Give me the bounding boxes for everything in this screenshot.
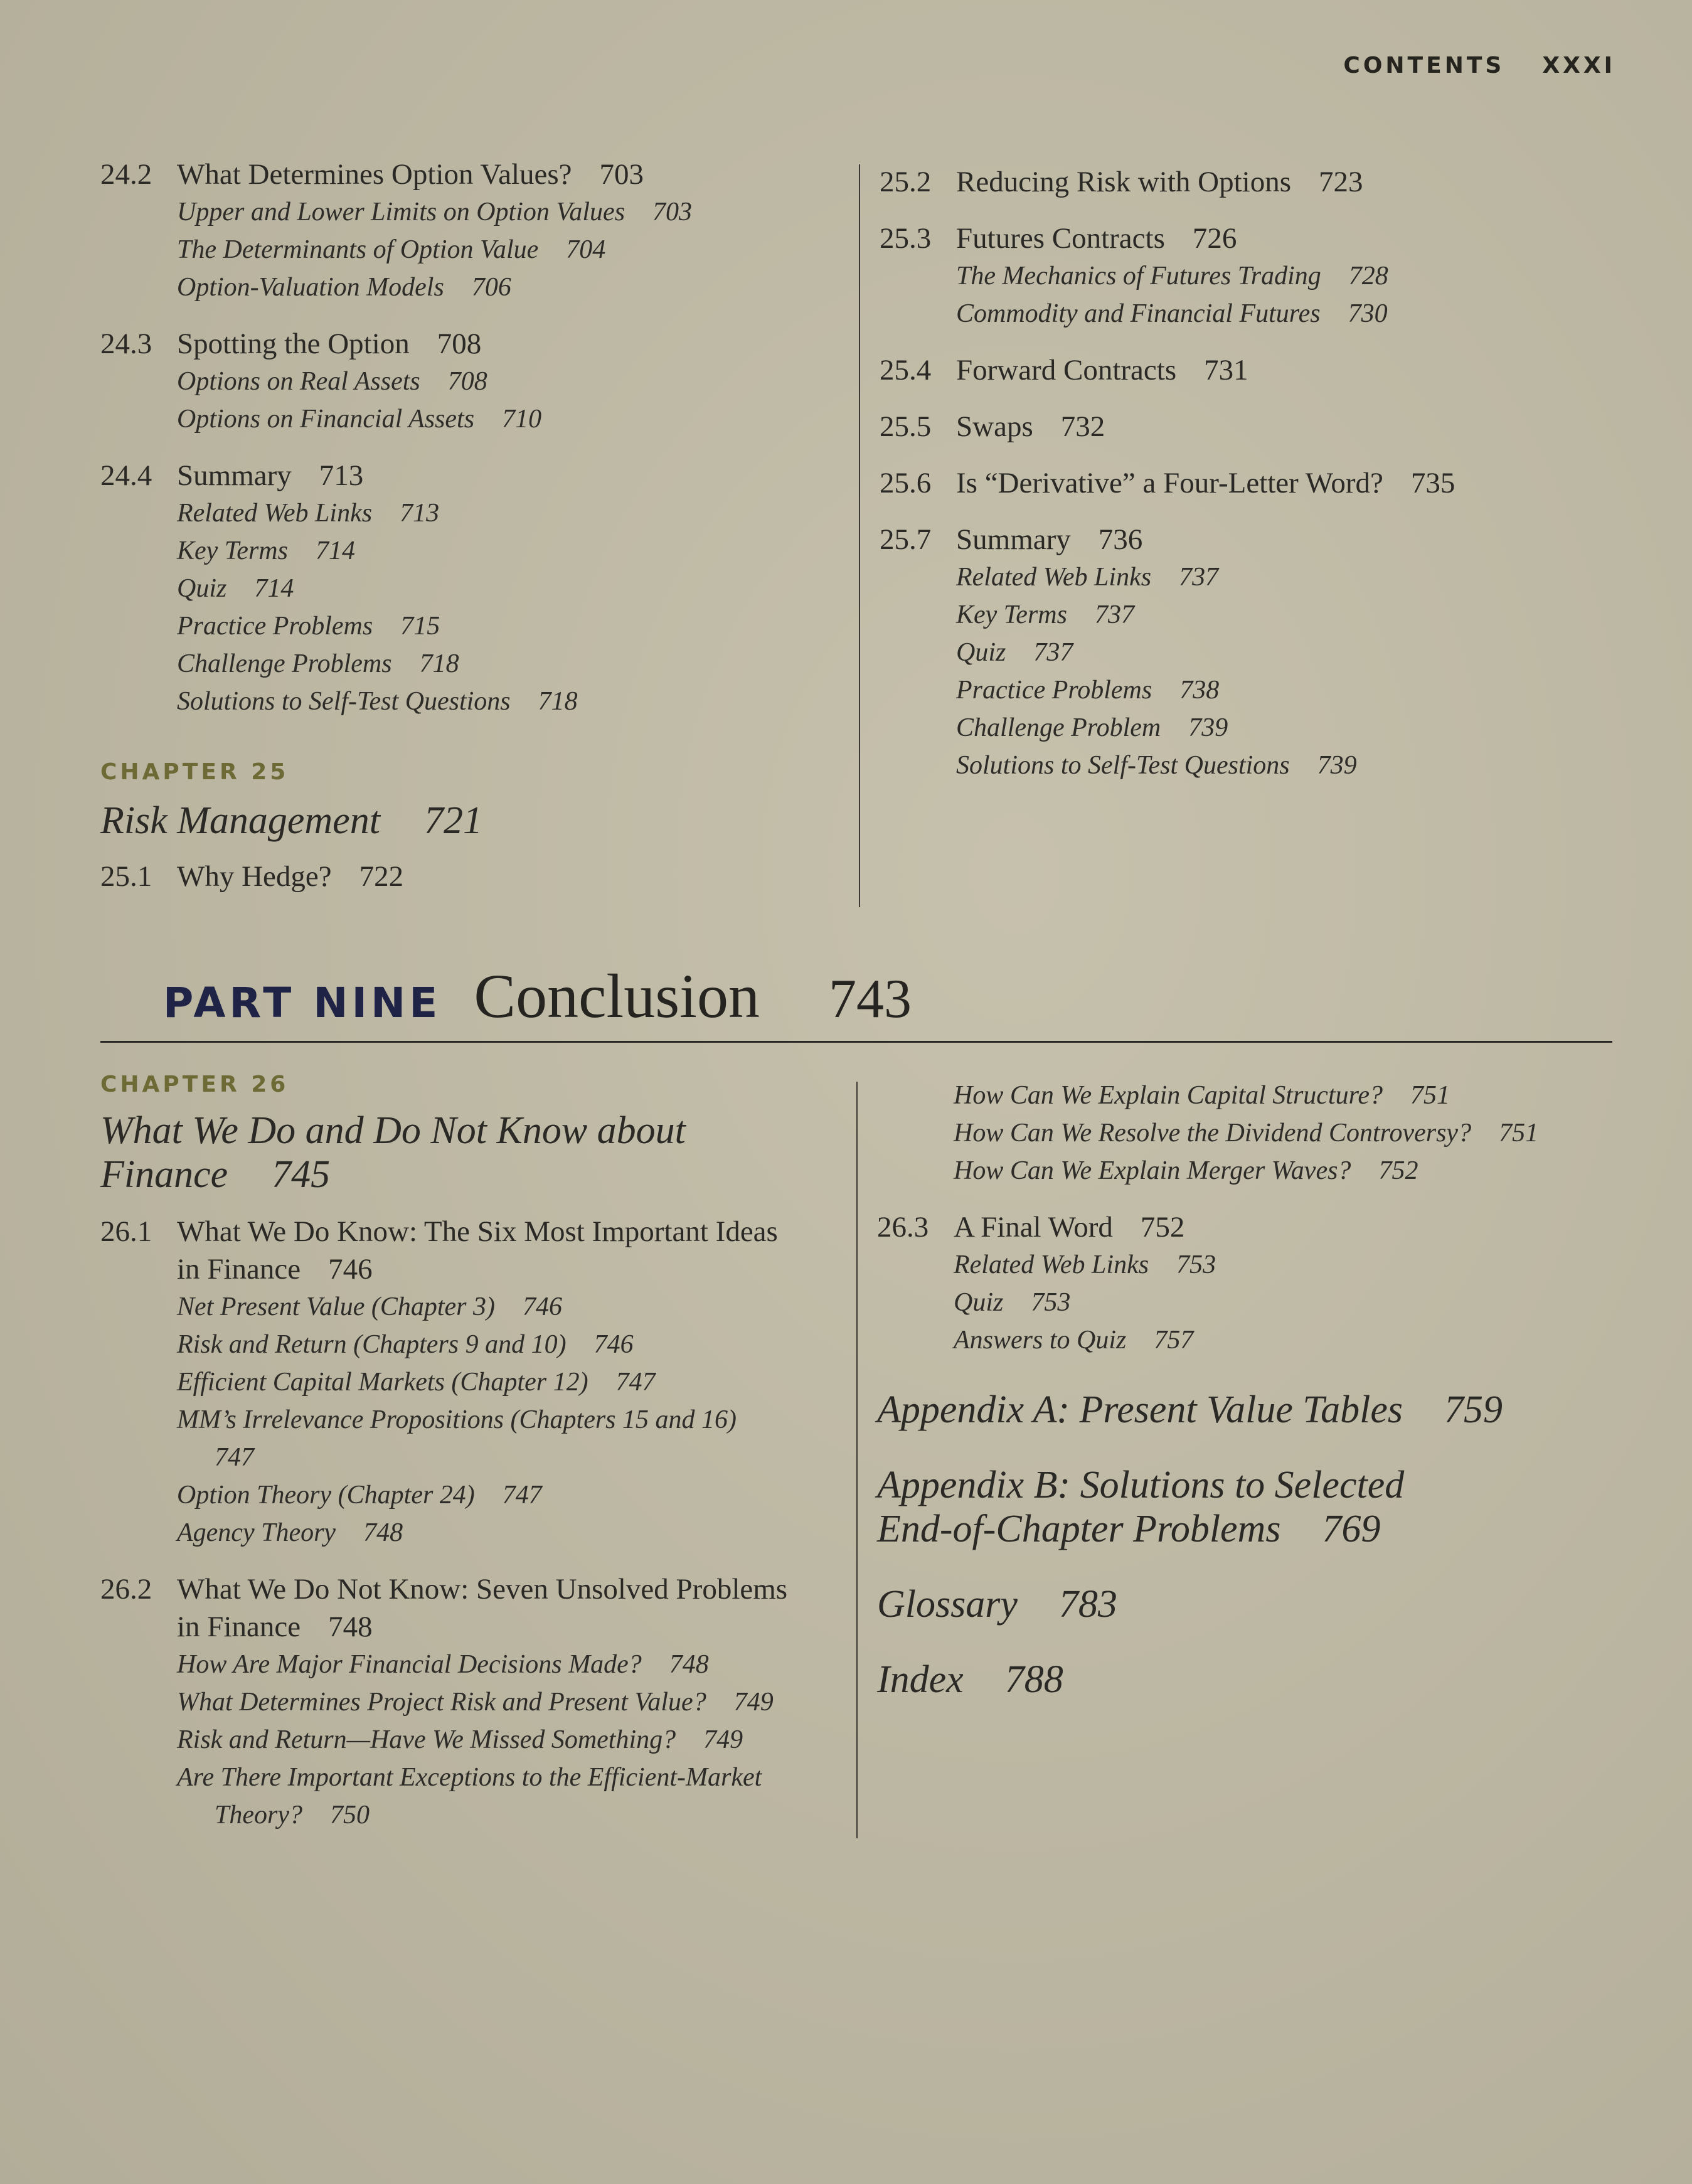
chapter-title-line1: What We Do and Do Not Know about [100,1109,686,1152]
subsection-page: 749 [703,1725,743,1754]
section-page: 713 [319,459,364,492]
subsection-title: Practice Problems [956,676,1152,705]
section-number: 25.7 [880,523,932,556]
toc-subsection[interactable] [100,1646,859,1683]
toc-subsection[interactable] [100,532,853,570]
top-left-column [100,156,853,895]
appendix-a-page: 759 [1444,1388,1503,1431]
chapter-page: 721 [423,799,482,842]
subsection-title: Solutions to Self-Test Questions [177,687,511,716]
subsection-page: 751 [1410,1081,1450,1110]
section-page: 736 [1098,523,1143,556]
subsection-title: Options on Real Assets [177,367,420,396]
subsection-title: Upper and Lower Limits on Option Values [177,198,625,226]
subsection-title: Commodity and Financial Futures [956,299,1321,328]
subsection-page: 703 [652,198,693,226]
toc-subsection[interactable] [100,1759,859,1796]
toc-subsection[interactable] [877,1114,1655,1152]
toc-subsection[interactable] [880,671,1632,709]
toc-subsection[interactable] [100,607,853,645]
subsection-title: Efficient Capital Markets (Chapter 12) [177,1368,588,1397]
subsection-title: Key Terms [956,600,1067,629]
subsection-title: Quiz [954,1288,1004,1317]
section-page: 703 [599,158,644,191]
part-page: 743 [828,969,912,1030]
chapter-title[interactable] [100,799,853,843]
toc-section[interactable] [100,1570,859,1646]
subsection-title: How Are Major Financial Decisions Made? [177,1650,642,1679]
section-title: Swaps [956,410,1033,443]
subsection-page: 710 [502,405,542,434]
subsection-title: Practice Problems [177,612,373,641]
toc-section[interactable] [880,464,1632,502]
subsection-page: 715 [400,612,440,641]
section-number: 24.2 [100,158,152,191]
appendix-b-title-line2: End-of-Chapter Problems [877,1508,1281,1550]
subsection-title: Quiz [177,574,227,603]
toc-section[interactable] [880,351,1632,389]
subsection-title: Risk and Return (Chapters 9 and 10) [177,1330,567,1359]
section-title: Summary [956,523,1071,556]
part-rule [100,1041,1612,1043]
section-page: 732 [1060,410,1105,443]
section-page: 722 [359,860,404,893]
part-heading[interactable] [163,960,912,1032]
section-page: 731 [1204,354,1248,386]
bottom-right-column [877,1077,1655,1702]
toc-section[interactable] [880,163,1632,201]
subsection-title: Solutions to Self-Test Questions [956,751,1290,780]
index-page: 788 [1004,1658,1063,1701]
subsection-page: 737 [1094,600,1134,629]
subsection-page: 718 [538,687,578,716]
toc-subsection[interactable] [100,193,853,231]
subsection-title: Answers to Quiz [954,1326,1127,1355]
section-number: 25.2 [880,166,932,198]
toc-subsection[interactable] [100,231,853,269]
appendix-b-title-line1: Appendix B: Solutions to Selected [877,1464,1405,1506]
part-title: Conclusion [474,961,760,1031]
toc-section[interactable] [100,325,853,363]
subsection-title: Option Theory (Chapter 24) [177,1481,475,1510]
chapter-label: CHAPTER 25 [100,759,289,785]
toc-subsection[interactable] [100,363,853,400]
section-number: 26.1 [100,1215,152,1248]
toc-subsection[interactable] [880,295,1632,333]
section-number: 24.4 [100,459,152,492]
section-page: 735 [1410,467,1455,499]
chapter-title[interactable] [100,1109,859,1196]
subsection-page: 737 [1033,638,1073,667]
subsection-page: 753 [1031,1288,1071,1317]
section-page: 726 [1192,222,1237,255]
toc-subsection[interactable] [100,683,853,720]
toc-section[interactable] [100,1213,859,1288]
section-title: Futures Contracts [956,222,1165,255]
subsection-page: 746 [593,1330,634,1359]
section-title: A Final Word [954,1211,1113,1244]
section-title-line2: in Finance [177,1253,301,1286]
toc-subsection[interactable] [100,1514,859,1552]
subsection-title-line2: Theory? [215,1801,302,1830]
subsection-page: 739 [1317,751,1357,780]
toc-subsection[interactable] [880,634,1632,671]
page-folio: XXXI [1542,53,1615,78]
subsection-page: 739 [1188,713,1228,742]
subsection-title: Challenge Problem [956,713,1161,742]
section-title: Spotting the Option [177,328,410,360]
glossary-title: Glossary [877,1583,1018,1626]
subsection-title: MM’s Irrelevance Propositions (Chapters 15 and 16) [177,1405,737,1434]
toc-subsection[interactable] [880,257,1632,295]
section-title: Summary [177,459,292,492]
section-title-line1: What We Do Know: The Six Most Important Ideas [177,1215,778,1248]
subsection-title: Net Present Value (Chapter 3) [177,1292,496,1321]
subsection-title: Challenge Problems [177,649,392,678]
subsection-title: Quiz [956,638,1006,667]
toc-subsection[interactable] [877,1077,1655,1114]
subsection-page: 746 [523,1292,563,1321]
toc-subsection[interactable] [877,1246,1655,1284]
toc-subsection-continued [100,1439,859,1476]
subsection-title: Agency Theory [177,1518,336,1547]
toc-section[interactable] [877,1208,1655,1246]
section-number: 25.1 [100,860,152,893]
column-divider [856,1082,858,1838]
section-page: 748 [328,1611,373,1643]
subsection-page: 753 [1176,1250,1216,1279]
section-title: Is “Derivative” a Four-Letter Word? [956,467,1383,499]
subsection-page: 757 [1154,1326,1194,1355]
bottom-left-column [100,1072,859,1834]
subsection-page: 714 [315,536,355,565]
toc-subsection[interactable] [880,596,1632,634]
section-title: What Determines Option Values? [177,158,572,191]
appendix-a-entry[interactable] [877,1388,1655,1432]
toc-section[interactable] [880,408,1632,445]
subsection-title: Options on Financial Assets [177,405,475,434]
subsection-page: 728 [1348,262,1388,290]
section-number: 25.6 [880,467,932,499]
chapter-title-text: Risk Management [100,799,380,842]
section-number: 26.2 [100,1573,152,1606]
toc-subsection[interactable] [100,645,853,683]
toc-subsection[interactable] [100,1363,859,1401]
toc-subsection[interactable] [880,558,1632,596]
running-head-label: CONTENTS [1343,53,1505,78]
glossary-entry[interactable] [877,1582,1655,1626]
section-title: Why Hedge? [177,860,332,893]
subsection-page: 737 [1179,563,1219,592]
subsection-title: The Determinants of Option Value [177,235,539,264]
subsection-title: How Can We Explain Capital Structure? [954,1081,1383,1110]
toc-subsection[interactable] [100,494,853,532]
toc-section[interactable] [100,156,853,193]
section-number: 25.4 [880,354,932,386]
appendix-b-page: 769 [1322,1508,1381,1550]
toc-section[interactable] [880,521,1632,558]
toc-subsection[interactable] [100,269,853,306]
subsection-page: 751 [1499,1119,1539,1148]
part-label: PART NINE [163,979,442,1027]
toc-subsection[interactable] [100,1721,859,1759]
section-number: 25.3 [880,222,932,255]
toc-subsection[interactable] [880,709,1632,747]
section-title: Forward Contracts [956,354,1177,386]
subsection-title: What Determines Project Risk and Present Value? [177,1688,706,1717]
subsection-page: 748 [669,1650,709,1679]
subsection-page: 713 [400,499,440,528]
toc-subsection[interactable] [100,1683,859,1721]
toc-subsection[interactable] [100,400,853,438]
column-divider [859,164,860,907]
subsection-title: Key Terms [177,536,288,565]
subsection-title: Option-Valuation Models [177,273,444,302]
section-title-line1: What We Do Not Know: Seven Unsolved Problems [177,1573,788,1606]
index-title: Index [877,1658,964,1701]
index-entry[interactable] [877,1658,1655,1702]
toc-subsection[interactable] [880,747,1632,784]
section-page: 723 [1318,166,1363,198]
subsection-title: How Can We Explain Merger Waves? [954,1156,1351,1185]
subsection-page: 747 [215,1443,254,1472]
subsection-page: 718 [419,649,459,678]
chapter-page: 745 [272,1153,331,1196]
subsection-title: How Can We Resolve the Dividend Controversy? [954,1119,1472,1148]
subsection-page: 730 [1348,299,1388,328]
section-number: 24.3 [100,328,152,360]
subsection-title: The Mechanics of Futures Trading [956,262,1321,290]
running-head [1343,53,1615,78]
section-number: 26.3 [877,1211,929,1244]
subsection-page: 749 [733,1688,774,1717]
subsection-page: 747 [502,1481,542,1510]
subsection-title: Related Web Links [954,1250,1149,1279]
chapter-label: CHAPTER 26 [100,1072,289,1097]
subsection-page: 738 [1179,676,1220,705]
toc-subsection-continued [100,1796,859,1834]
section-page: 752 [1140,1211,1185,1244]
chapter-title-line2: Finance [100,1153,228,1196]
section-title-line2: in Finance [177,1611,301,1643]
toc-subsection[interactable] [100,1288,859,1326]
top-right-column [880,163,1632,784]
toc-subsection[interactable] [100,1476,859,1514]
toc-subsection[interactable] [100,1401,859,1439]
toc-subsection[interactable] [100,570,853,607]
subsection-page: 747 [615,1368,656,1397]
appendix-b-entry[interactable] [877,1463,1655,1551]
toc-subsection[interactable] [877,1284,1655,1321]
section-page: 708 [437,328,482,360]
toc-subsection[interactable] [877,1321,1655,1359]
subsection-page: 752 [1378,1156,1418,1185]
glossary-page: 783 [1058,1583,1117,1626]
subsection-title: Risk and Return—Have We Missed Something? [177,1725,676,1754]
subsection-page: 708 [447,367,487,396]
subsection-page: 714 [254,574,294,603]
subsection-page: 704 [566,235,606,264]
section-number: 25.5 [880,410,932,443]
toc-section[interactable] [100,858,853,895]
subsection-page: 750 [330,1801,370,1830]
toc-subsection[interactable] [100,1326,859,1363]
appendix-a-title: Appendix A: Present Value Tables [877,1388,1403,1431]
section-title: Reducing Risk with Options [956,166,1291,198]
toc-section[interactable] [880,220,1632,257]
subsection-title: Related Web Links [956,563,1152,592]
toc-subsection[interactable] [877,1152,1655,1190]
section-page: 746 [328,1253,373,1286]
subsection-title: Related Web Links [177,499,373,528]
subsection-page: 748 [363,1518,403,1547]
toc-section[interactable] [100,457,853,494]
subsection-title: Are There Important Exceptions to the Efficient-Market [177,1763,762,1792]
subsection-page: 706 [471,273,511,302]
